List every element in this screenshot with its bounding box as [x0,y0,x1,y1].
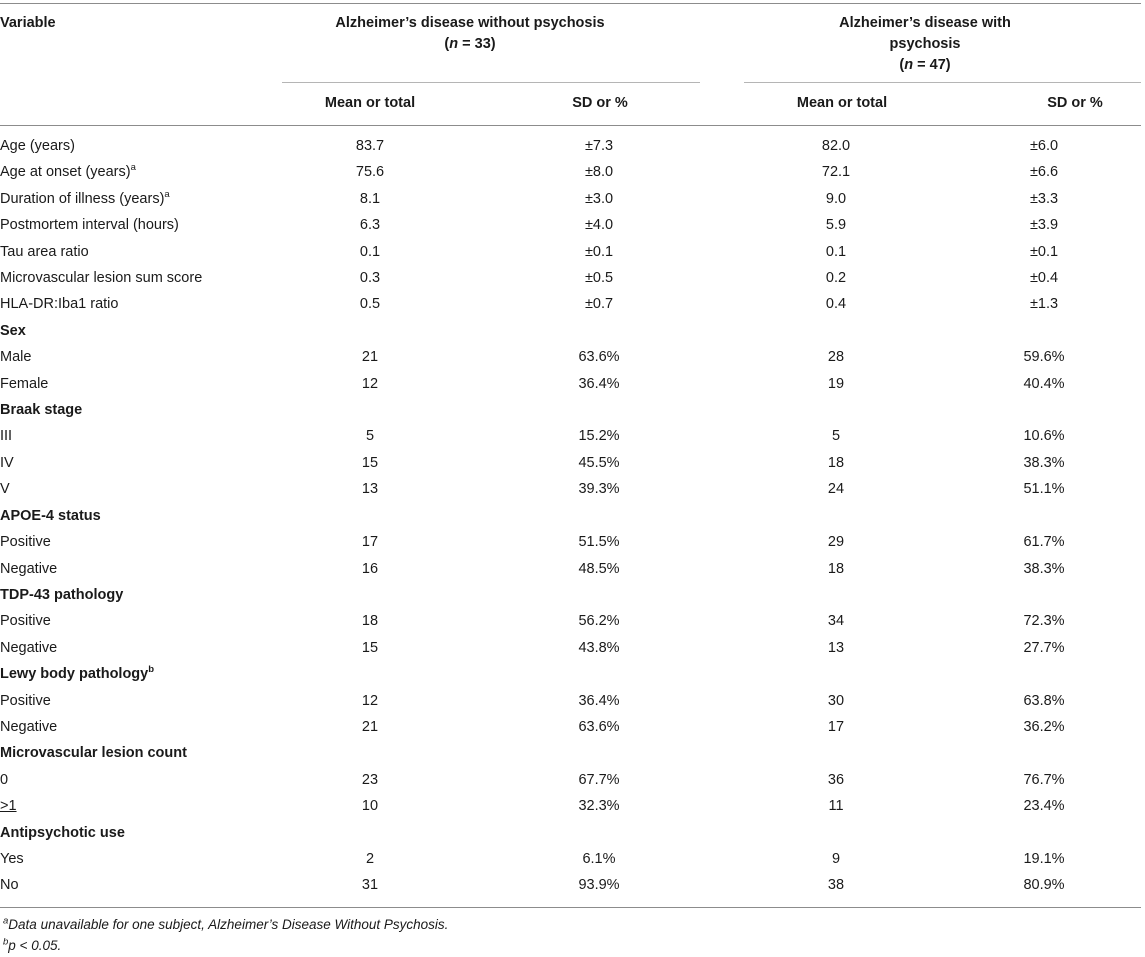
empty-cell [470,820,728,846]
group1-n: (n = 33) [444,36,496,52]
table-row [0,476,1144,502]
empty-cell [728,661,944,687]
row-label-text: No [0,877,19,894]
row-label [0,529,270,555]
cell-sd-with: 27.7% [1023,639,1065,656]
row-label-text: HLA-DR:Iba1 ratio [0,296,119,313]
cell-mean-without: 5 [365,428,375,445]
empty-cell [728,820,944,846]
cell-mean-without: 21 [361,349,379,366]
table-row [0,635,1144,661]
section-title: Braak stage [0,402,83,419]
row-label-text: Negative [0,718,58,735]
cell-sd-with: 23.4% [1023,798,1065,815]
cell-sd-with: 38.3% [1023,560,1065,577]
cell-sd-without: 6.1% [582,850,616,867]
cell-mean-without: 75.6 [355,164,385,181]
group-header-without-psychosis [285,13,655,55]
row-label [0,688,270,714]
row-label [0,450,270,476]
table-row [0,872,1144,898]
cell-sd-without: ±4.0 [584,217,614,234]
cell-sd-with: ±0.4 [1029,270,1059,287]
empty-cell [270,318,470,344]
row-label-text: 0 [0,771,9,788]
cell-mean-without: 15 [361,639,379,656]
cell-mean-without: 13 [361,481,379,498]
row-label [0,159,270,185]
cell-mean-without: 2 [365,850,375,867]
footnote-a-mark: a [3,915,9,927]
cell-sd-with: 63.8% [1023,692,1065,709]
table-row [0,265,1144,291]
table-row [0,767,1144,793]
cell-sd-with: 36.2% [1023,718,1065,735]
row-label [0,423,270,449]
cell-sd-without: 48.5% [578,560,620,577]
cell-mean-with: 5 [831,428,841,445]
cell-mean-with: 5.9 [825,217,847,234]
table-row [0,688,1144,714]
section-label [0,318,270,344]
row-label-text: Positive [0,692,51,709]
group2-underline [744,82,1141,83]
group2-n-label: n [904,57,914,73]
section-title: Sex [0,322,26,339]
row-label [0,371,270,397]
section-row [0,318,1144,344]
section-title: TDP-43 pathology [0,586,124,603]
cell-sd-with: ±3.3 [1029,190,1059,207]
row-label [0,476,270,502]
empty-cell [728,503,944,529]
row-label-text: Positive [0,613,51,630]
cell-mean-with: 9 [831,850,841,867]
empty-cell [470,740,728,766]
section-label [0,820,270,846]
table-row [0,186,1144,212]
row-label-text: Tau area ratio [0,243,89,260]
group2-n: (n = 47) [899,57,951,73]
table-row [0,556,1144,582]
footnote-b-mark: b [3,936,9,948]
row-label [0,239,270,265]
cell-mean-without: 31 [361,877,379,894]
row-label [0,186,270,212]
section-row [0,740,1144,766]
cell-mean-with: 72.1 [821,164,851,181]
cell-sd-without: 15.2% [578,428,620,445]
empty-cell [270,820,470,846]
empty-cell [470,503,728,529]
section-row [0,820,1144,846]
row-label [0,793,270,819]
row-label-text: Age at onset (years) [0,164,131,181]
top-rule [0,3,1141,4]
cell-sd-with: ±1.3 [1029,296,1059,313]
row-label-text: III [0,428,13,445]
empty-cell [470,582,728,608]
cell-mean-without: 0.1 [359,243,381,260]
empty-cell [270,661,470,687]
cell-mean-with: 24 [827,481,845,498]
group1-n-label: n [449,36,459,52]
empty-cell [944,582,1144,608]
cell-sd-without: 39.3% [578,481,620,498]
empty-cell [944,740,1144,766]
table-row [0,291,1144,317]
row-label-text: >1 [0,798,17,815]
cell-mean-without: 23 [361,771,379,788]
empty-cell [470,318,728,344]
empty-cell [470,661,728,687]
row-label-text: Negative [0,639,58,656]
table-row [0,846,1144,872]
cell-sd-without: 67.7% [578,771,620,788]
cell-sd-without: 93.9% [578,877,620,894]
footnote-a [3,914,448,935]
header-rule [0,125,1141,126]
row-footnote-mark: a [164,188,170,200]
cell-sd-with: 19.1% [1023,850,1065,867]
empty-cell [728,397,944,423]
empty-cell [270,503,470,529]
empty-cell [270,740,470,766]
cell-mean-with: 9.0 [825,190,847,207]
cell-sd-without: 32.3% [578,798,620,815]
row-label-text: Negative [0,560,58,577]
section-row [0,503,1144,529]
row-label [0,767,270,793]
cell-mean-with: 29 [827,534,845,551]
section-row [0,397,1144,423]
table-row [0,133,1144,159]
empty-cell [944,820,1144,846]
section-label [0,661,270,687]
subheader-mean-2: Mean or total [796,95,888,111]
footnote-b [3,935,448,956]
cell-sd-without: ±0.5 [584,270,614,287]
row-label [0,212,270,238]
cell-mean-with: 82.0 [821,138,851,154]
table-body [0,133,1144,899]
empty-cell [944,661,1144,687]
row-label [0,344,270,370]
cell-sd-without: ±0.1 [584,243,614,260]
cell-sd-without: ±8.0 [584,164,614,181]
row-label [0,556,270,582]
empty-cell [944,318,1144,344]
section-title: Antipsychotic use [0,824,125,841]
footnotes [3,914,448,956]
cell-sd-with: 80.9% [1023,877,1065,894]
cell-sd-without: ±7.3 [584,138,614,154]
group2-title-line2: psychosis [889,36,961,52]
group2-n-value: = 47) [913,57,951,73]
cell-mean-without: 16 [361,560,379,577]
row-footnote-mark: a [130,162,136,174]
row-label [0,846,270,872]
row-label-text: Duration of illness (years) [0,190,165,207]
cell-sd-without: 45.5% [578,454,620,471]
cell-mean-with: 19 [827,375,845,392]
cell-mean-with: 0.4 [825,296,847,313]
table-row [0,450,1144,476]
cell-sd-with: 40.4% [1023,375,1065,392]
section-footnote-mark: b [148,664,155,676]
cell-mean-without: 0.3 [359,270,381,287]
cell-sd-without: 51.5% [578,534,620,551]
cell-sd-without: 63.6% [578,349,620,366]
section-label [0,740,270,766]
table-row [0,371,1144,397]
cell-mean-with: 18 [827,454,845,471]
cell-sd-without: ±0.7 [584,296,614,313]
row-label [0,714,270,740]
cell-sd-without: 56.2% [578,613,620,630]
cell-sd-with: 61.7% [1023,534,1065,551]
table-row [0,529,1144,555]
section-title: Microvascular lesion count [0,745,187,762]
row-label [0,291,270,317]
cell-mean-with: 34 [827,613,845,630]
cell-mean-with: 13 [827,639,845,656]
row-label-text: Age (years) [0,138,75,154]
group1-title: Alzheimer’s disease without psychosis [335,15,605,31]
cell-mean-with: 36 [827,771,845,788]
table-row [0,344,1144,370]
group1-n-value: = 33) [458,36,496,52]
section-title: APOE-4 status [0,507,101,524]
subheader-sd-2: SD or % [1047,95,1103,111]
cell-sd-with: 59.6% [1023,349,1065,366]
empty-cell [728,582,944,608]
row-label-text: Male [0,349,32,366]
row-label-text: Positive [0,534,51,551]
cell-mean-without: 6.3 [359,217,381,234]
row-label-text: IV [0,454,14,471]
cell-sd-with: 51.1% [1023,481,1065,498]
cell-mean-with: 0.2 [825,270,847,287]
cell-mean-with: 11 [828,798,844,815]
table-row [0,423,1144,449]
row-label [0,608,270,634]
row-label [0,133,270,159]
cell-sd-without: 63.6% [578,718,620,735]
cell-mean-without: 83.7 [355,138,385,154]
group-header-with-psychosis [760,13,1090,76]
empty-cell [728,740,944,766]
row-label [0,872,270,898]
bottom-rule [0,907,1141,908]
row-label-text: Microvascular lesion sum score [0,270,203,287]
data-table [0,133,1144,899]
cell-mean-with: 18 [827,560,845,577]
row-label [0,265,270,291]
subheader-sd-1: SD or % [572,95,628,111]
cell-sd-with: ±3.9 [1029,217,1059,234]
footnote-b-text: p < 0.05. [8,938,62,953]
section-title: Lewy body pathology [0,666,149,683]
cell-sd-without: 43.8% [578,639,620,656]
section-label [0,397,270,423]
cell-mean-with: 38 [827,877,845,894]
table-row [0,239,1144,265]
cell-sd-without: 36.4% [578,692,620,709]
cell-mean-with: 28 [827,349,845,366]
cell-mean-without: 15 [361,454,379,471]
table-row [0,212,1144,238]
cell-mean-without: 12 [361,692,379,709]
cell-mean-without: 8.1 [359,190,381,207]
cell-sd-with: ±6.6 [1029,164,1059,181]
cell-mean-without: 21 [361,718,379,735]
section-row [0,661,1144,687]
empty-cell [944,397,1144,423]
row-label [0,635,270,661]
table-row [0,714,1144,740]
group2-title-line1: Alzheimer’s disease with [839,15,1011,31]
footnote-a-text: Data unavailable for one subject, Alzheimer’s Disease Without Psychosis. [8,917,449,932]
cell-sd-without: 36.4% [578,375,620,392]
cell-sd-with: ±0.1 [1029,243,1059,260]
table-row [0,608,1144,634]
section-row [0,582,1144,608]
subheader-mean-1: Mean or total [324,95,416,111]
cell-sd-without: ±3.0 [584,190,614,207]
cell-sd-with: 76.7% [1023,771,1065,788]
row-label-text: V [0,481,10,498]
row-label-text: Yes [0,850,24,867]
empty-cell [728,318,944,344]
cell-sd-with: 10.6% [1023,428,1065,445]
row-label-text: Postmortem interval (hours) [0,217,179,234]
row-label-text: Female [0,375,49,392]
cell-mean-without: 18 [361,613,379,630]
cell-sd-with: 72.3% [1023,613,1065,630]
section-label [0,582,270,608]
cell-sd-with: 38.3% [1023,454,1065,471]
cell-mean-without: 0.5 [359,296,381,313]
empty-cell [944,503,1144,529]
empty-cell [470,397,728,423]
table-row [0,159,1144,185]
cell-mean-with: 0.1 [825,243,847,260]
table-row [0,793,1144,819]
cell-mean-without: 12 [361,375,379,392]
empty-cell [270,397,470,423]
cell-mean-with: 17 [827,718,845,735]
section-label [0,503,270,529]
cell-mean-without: 17 [361,534,379,551]
header-variable: Variable [0,15,56,31]
cell-mean-without: 10 [361,798,379,815]
empty-cell [270,582,470,608]
cell-mean-with: 30 [827,692,845,709]
cell-sd-with: ±6.0 [1029,138,1059,154]
group1-underline [282,82,700,83]
